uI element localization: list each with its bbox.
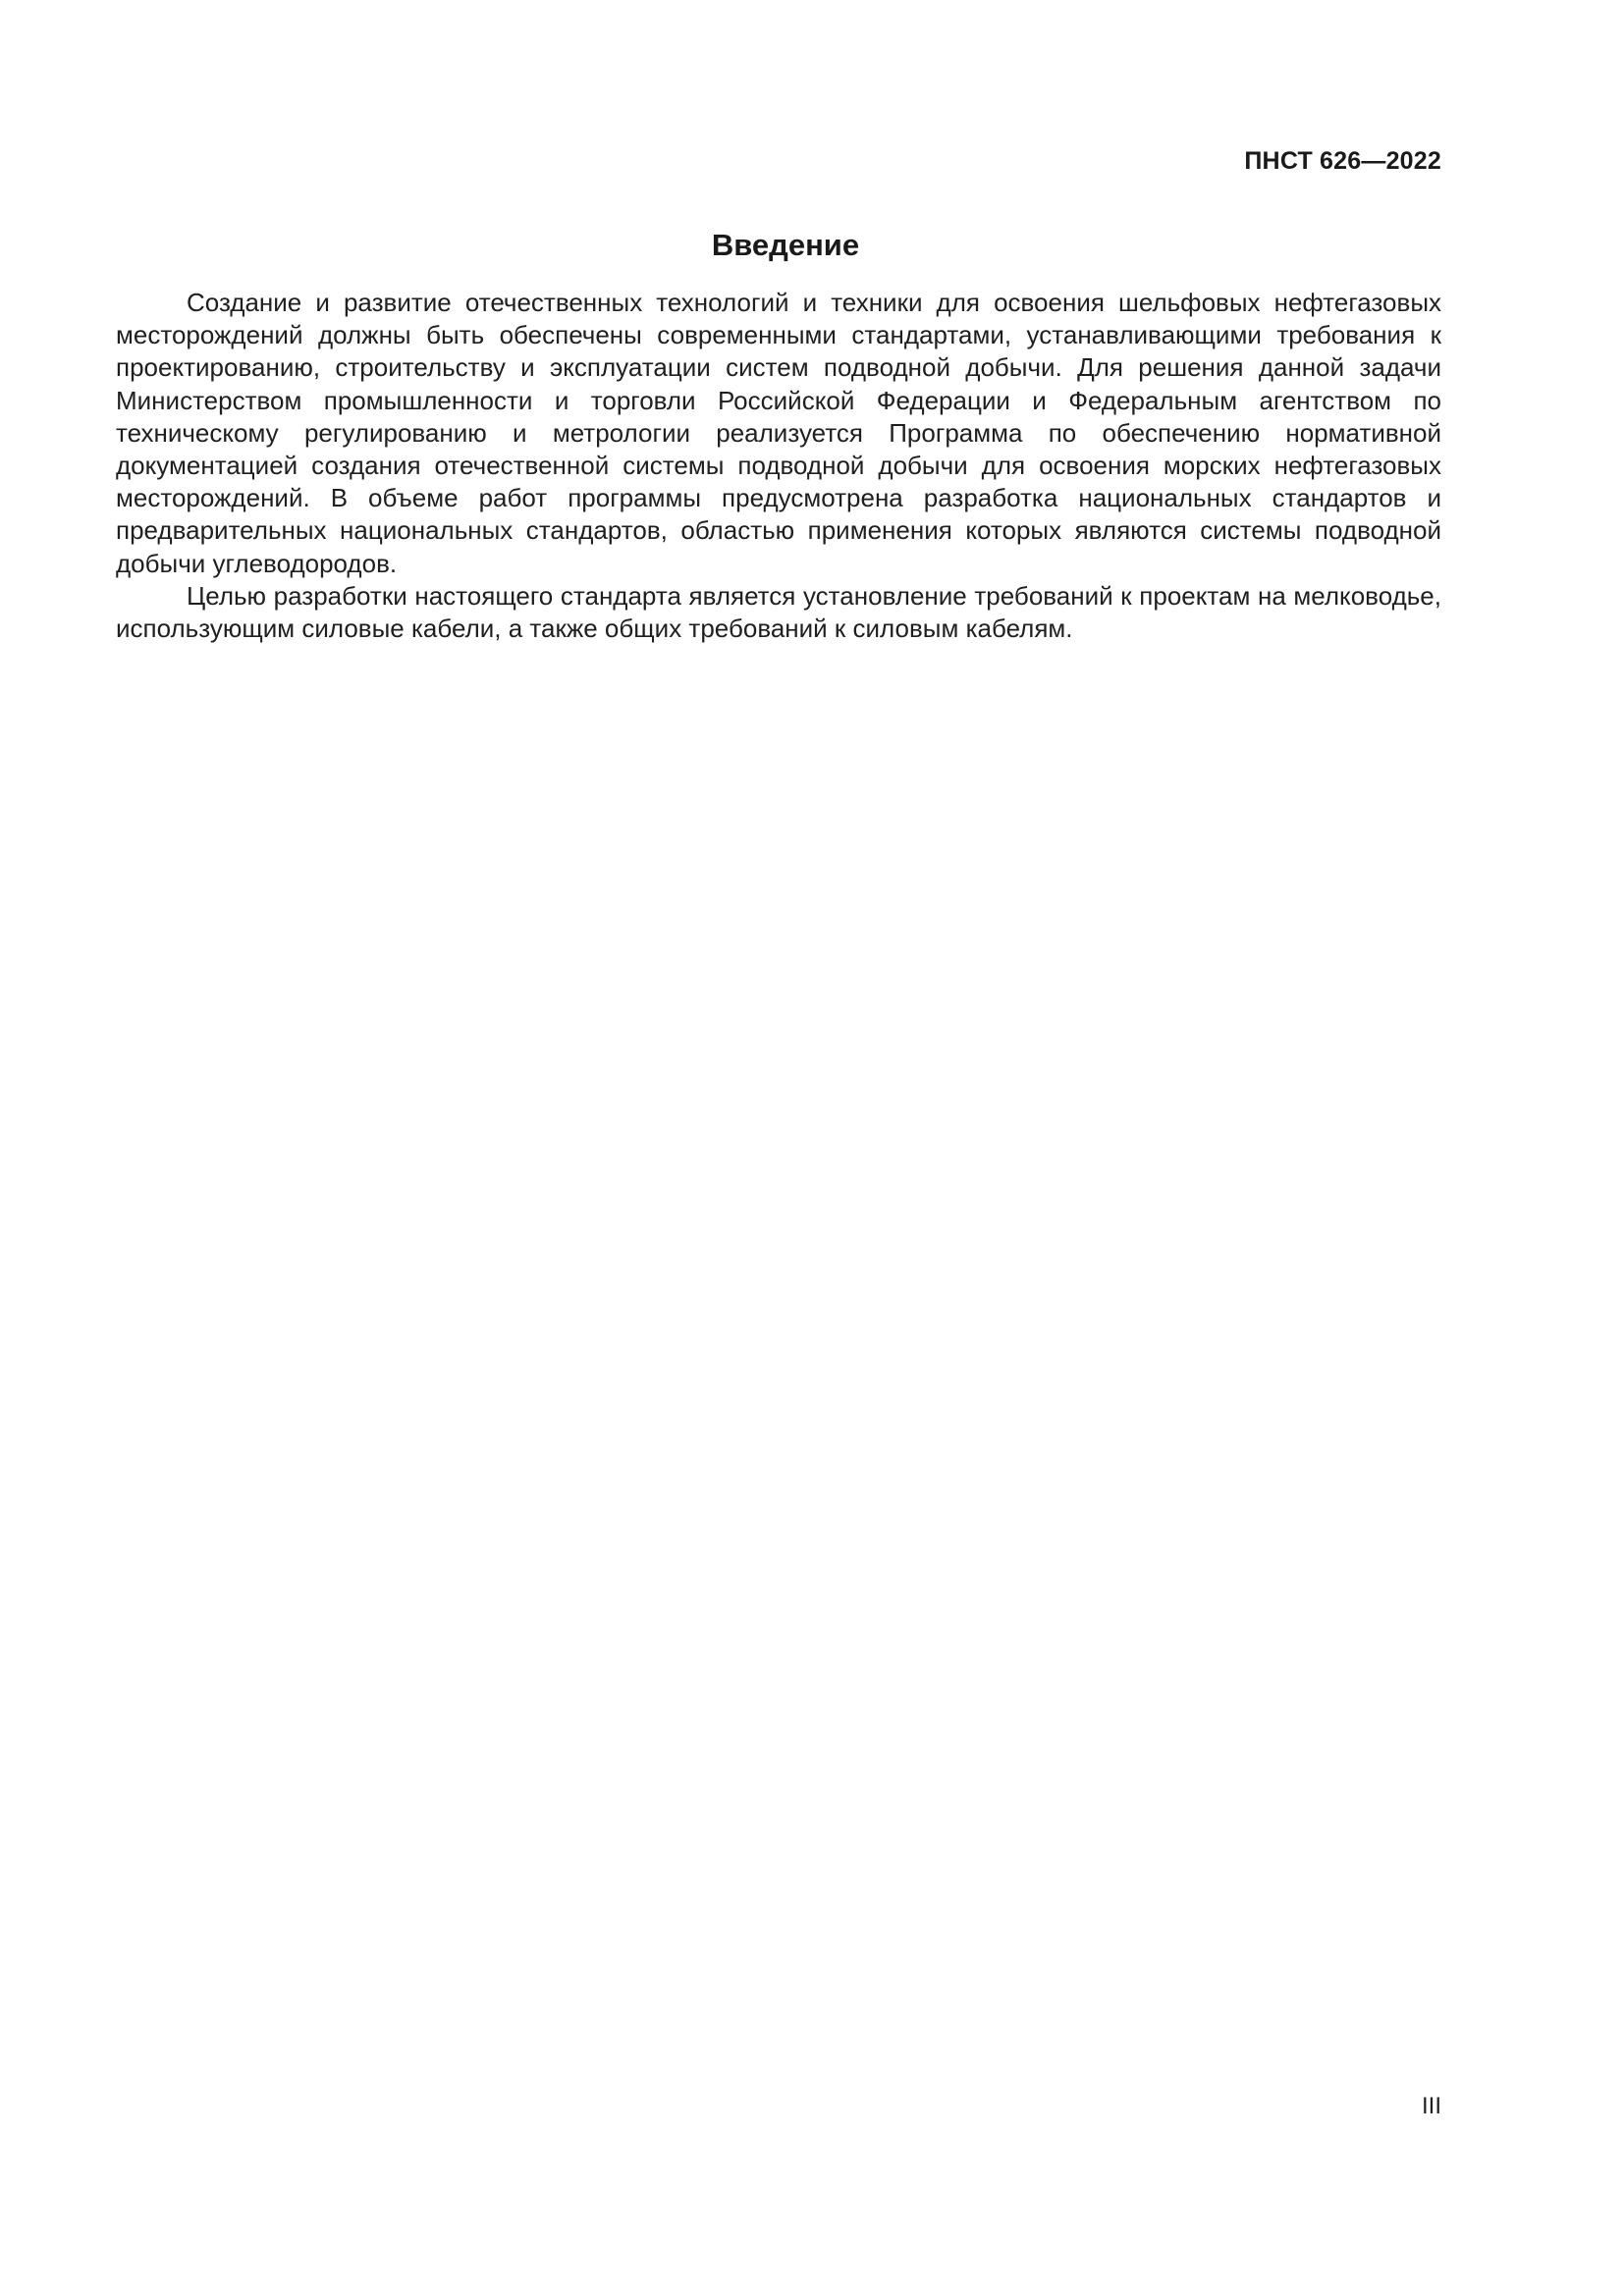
section-title: Введение: [711, 228, 860, 262]
body-text: [116, 287, 1441, 645]
paragraph: Создание и развитие отечественных технологий и техники для освоения шельфовых нефтегазовых месторождений должны быть обеспечены современными стандартами, устанавливающими требования к проектированию, строительству и эксплуатации систем подводной добычи. Для решения данной задачи Министерством промышленности и торговли Российской Федерации и Федеральным агентством по техническому регулированию и метрологии реализуется Программа по обеспечению нормативной документацией создания отечественной системы подводной добычи для освоения морских нефтегазовых месторождений. В объеме работ программы предусмотрена разработка национальных стандартов и предварительных национальных стандартов, областью применения которых являются системы подводной добычи углеводородов.: [116, 288, 1441, 578]
page-number: III: [1421, 2093, 1441, 2119]
paragraph: Целью разработки настоящего стандарта является установление требований к проектам на мелководье, использующим силовые кабели, а также общих требований к силовым кабелям.: [116, 580, 1441, 644]
document-code: ПНСТ 626—2022: [1244, 147, 1441, 175]
